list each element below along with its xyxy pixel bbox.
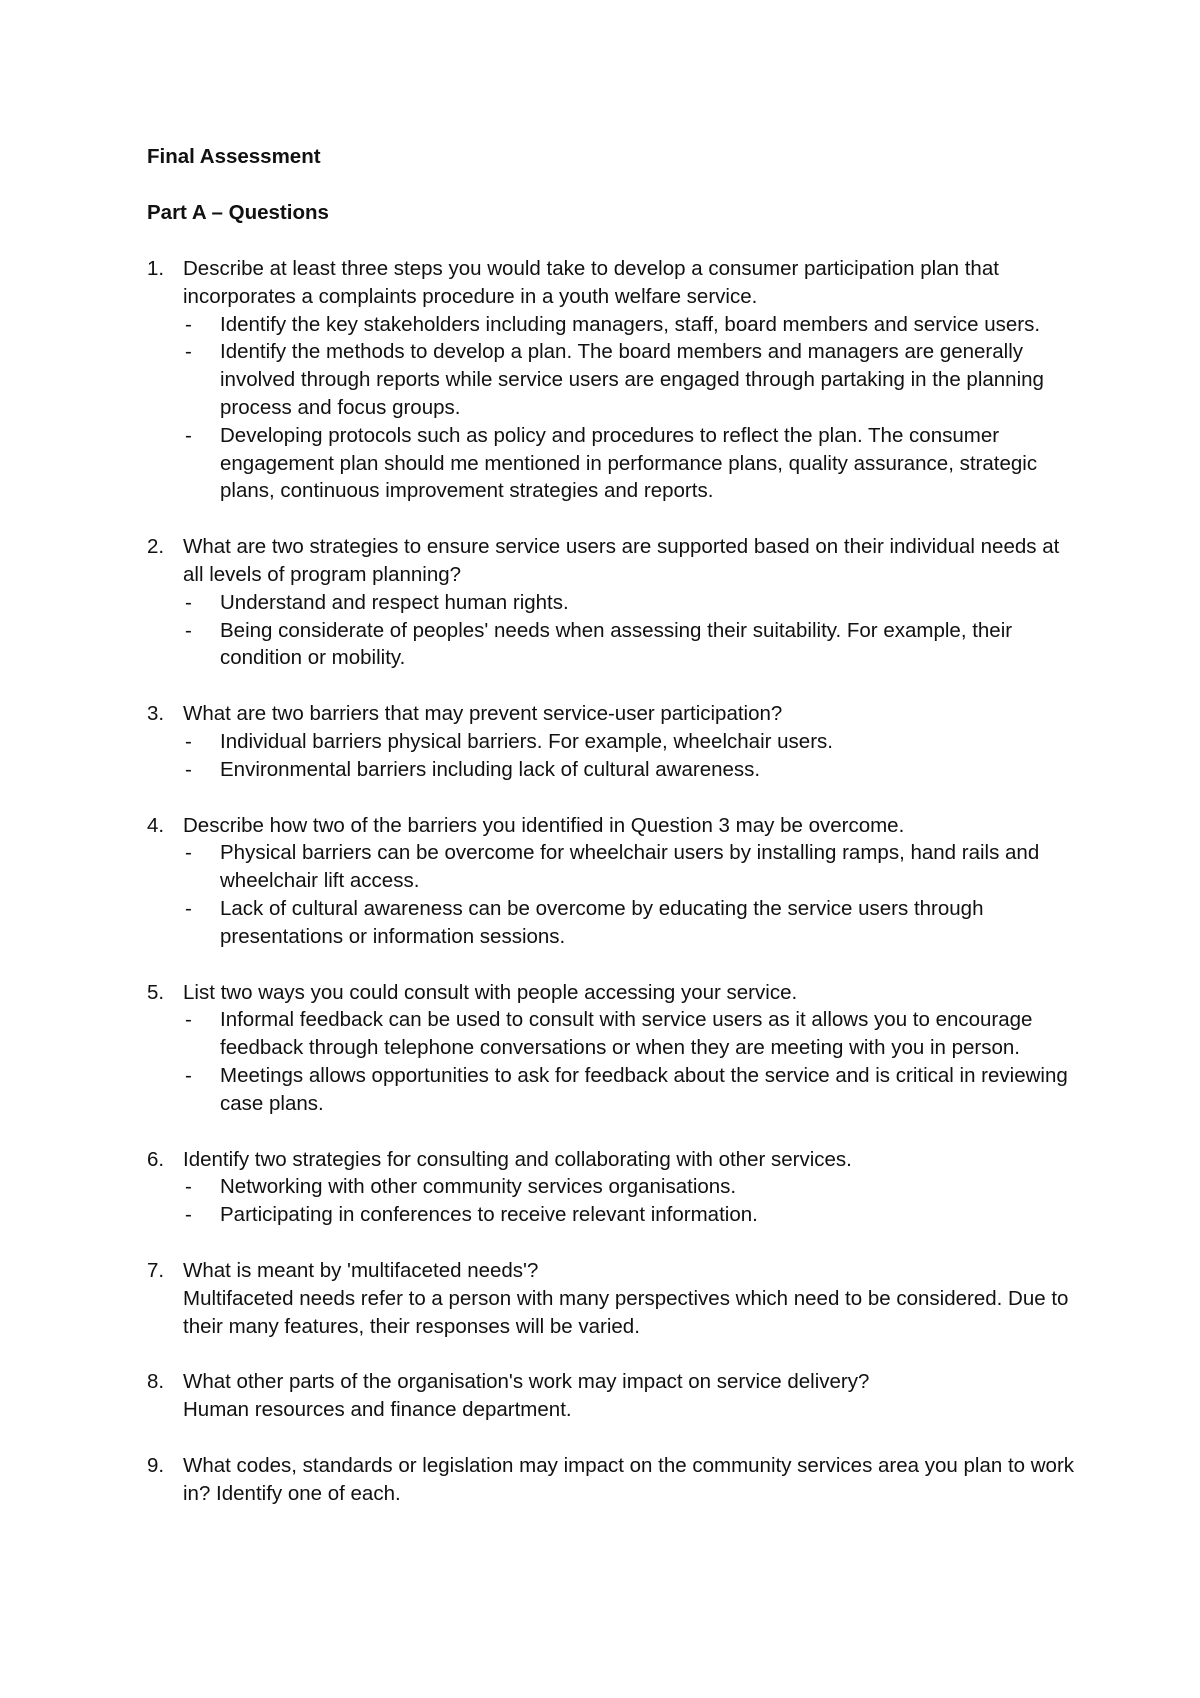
dash-bullet-marker: - bbox=[185, 1063, 192, 1087]
dash-bullet-marker: - bbox=[185, 729, 192, 753]
answer-bullet-text: Individual barriers physical barriers. For example, wheelchair users. bbox=[220, 729, 833, 753]
question-number: 9. bbox=[147, 1453, 165, 1477]
question-number: 1. bbox=[147, 257, 165, 280]
dash-bullet-marker: - bbox=[185, 312, 192, 336]
question-text: What are two barriers that may prevent service-user participation? bbox=[183, 702, 783, 726]
question-text: What codes, standards or legislation may impact on the community services area you plan to work in? Identify one of each. bbox=[183, 1453, 1075, 1505]
question-item bbox=[147, 1368, 1077, 1424]
answer-bullet-text: Being considerate of peoples' needs when assessing their suitability. For example, their condition or mobility. bbox=[220, 618, 1013, 670]
question-number: 5. bbox=[147, 980, 165, 1004]
answer-bullet bbox=[183, 1201, 1077, 1229]
answer-bullet bbox=[183, 338, 1077, 421]
answer-bullet bbox=[183, 1006, 1077, 1062]
question-number: 8. bbox=[147, 1370, 165, 1394]
answer-bullet-list bbox=[183, 1173, 1077, 1229]
answer-bullet bbox=[183, 422, 1077, 505]
answer-bullet-text: Informal feedback can be used to consult with service users as it allows you to encourage feedback through telephone conversations or when they are meeting with you in person. bbox=[220, 1008, 1033, 1060]
dash-bullet-marker: - bbox=[185, 590, 192, 614]
answer-bullet bbox=[183, 1173, 1077, 1201]
answer-bullet-text: Identify the key stakeholders including managers, staff, board members and service users. bbox=[220, 312, 1041, 336]
answer-bullet-list bbox=[183, 839, 1077, 950]
answer-bullet bbox=[183, 756, 1077, 784]
answer-text: Human resources and finance department. bbox=[183, 1398, 572, 1422]
question-item bbox=[147, 979, 1077, 1118]
answer-bullet-list bbox=[183, 728, 1077, 784]
answer-bullet-list bbox=[183, 311, 1077, 506]
dash-bullet-marker: - bbox=[185, 757, 192, 781]
question-item bbox=[147, 1452, 1077, 1508]
answer-bullet bbox=[183, 617, 1077, 673]
dash-bullet-marker: - bbox=[185, 1175, 192, 1199]
document-title: Final Assessment bbox=[147, 145, 321, 168]
question-item bbox=[147, 255, 1077, 505]
dash-bullet-marker: - bbox=[185, 340, 192, 364]
dash-bullet-marker: - bbox=[185, 423, 192, 447]
question-text: What is meant by 'multifaceted needs'? bbox=[183, 1258, 539, 1282]
answer-text: Multifaceted needs refer to a person with many perspectives which need to be considered. Due to their many features, their responses will be varied. bbox=[183, 1286, 1069, 1338]
question-item bbox=[147, 1257, 1077, 1340]
answer-bullet-text: Environmental barriers including lack of cultural awareness. bbox=[220, 757, 761, 781]
dash-bullet-marker: - bbox=[185, 1008, 192, 1032]
question-number: 4. bbox=[147, 813, 165, 837]
question-text: Describe at least three steps you would take to develop a consumer participation plan that incorporates a complaints procedure in a youth welfare service. bbox=[183, 257, 999, 308]
answer-bullet bbox=[183, 895, 1077, 951]
dash-bullet-marker: - bbox=[185, 896, 192, 920]
dash-bullet-marker: - bbox=[185, 841, 192, 865]
answer-bullet-text: Understand and respect human rights. bbox=[220, 590, 569, 614]
answer-bullet-text: Meetings allows opportunities to ask for feedback about the service and is critical in reviewing case plans. bbox=[220, 1063, 1068, 1115]
question-text: List two ways you could consult with people accessing your service. bbox=[183, 980, 798, 1004]
answer-bullet bbox=[183, 839, 1077, 895]
question-number: 6. bbox=[147, 1147, 165, 1171]
question-number: 3. bbox=[147, 702, 165, 726]
answer-bullet-text: Identify the methods to develop a plan. The board members and managers are generally involved through reports while service users are engaged through partaking in the planning process and focus groups. bbox=[220, 340, 1044, 419]
question-text: What are two strategies to ensure service users are supported based on their individual needs at all levels of program planning? bbox=[183, 535, 1060, 586]
dash-bullet-marker: - bbox=[185, 618, 192, 642]
question-item bbox=[147, 1146, 1077, 1229]
answer-bullet-text: Networking with other community services organisations. bbox=[220, 1175, 737, 1199]
answer-bullet-text: Physical barriers can be overcome for wheelchair users by installing ramps, hand rails and wheelchair lift access. bbox=[220, 841, 1040, 893]
answer-bullet bbox=[183, 728, 1077, 756]
question-text: Identify two strategies for consulting and collaborating with other services. bbox=[183, 1147, 852, 1171]
part-heading: Part A – Questions bbox=[147, 201, 329, 224]
answer-bullet bbox=[183, 1062, 1077, 1118]
question-text: Describe how two of the barriers you identified in Question 3 may be overcome. bbox=[183, 813, 905, 837]
question-item bbox=[147, 812, 1077, 951]
answer-bullet-text: Participating in conferences to receive relevant information. bbox=[220, 1203, 758, 1227]
answer-bullet-text: Developing protocols such as policy and procedures to reflect the plan. The consumer engagement plan should me mentioned in performance plans, quality assurance, strategic plans, continuous improvement strategies and reports. bbox=[220, 423, 1038, 503]
answer-bullet bbox=[183, 311, 1077, 339]
question-number: 2. bbox=[147, 535, 165, 559]
question-item bbox=[147, 700, 1077, 783]
answer-bullet-list bbox=[183, 1006, 1077, 1117]
question-number: 7. bbox=[147, 1258, 165, 1282]
question-item bbox=[147, 533, 1077, 672]
question-list bbox=[147, 255, 1077, 1507]
answer-bullet bbox=[183, 589, 1077, 617]
dash-bullet-marker: - bbox=[185, 1203, 192, 1227]
answer-bullet-text: Lack of cultural awareness can be overcome by educating the service users through presentations or information sessions. bbox=[220, 896, 984, 948]
answer-bullet-list bbox=[183, 589, 1077, 672]
question-text: What other parts of the organisation's work may impact on service delivery? bbox=[183, 1370, 870, 1394]
document-content bbox=[147, 143, 1077, 1535]
